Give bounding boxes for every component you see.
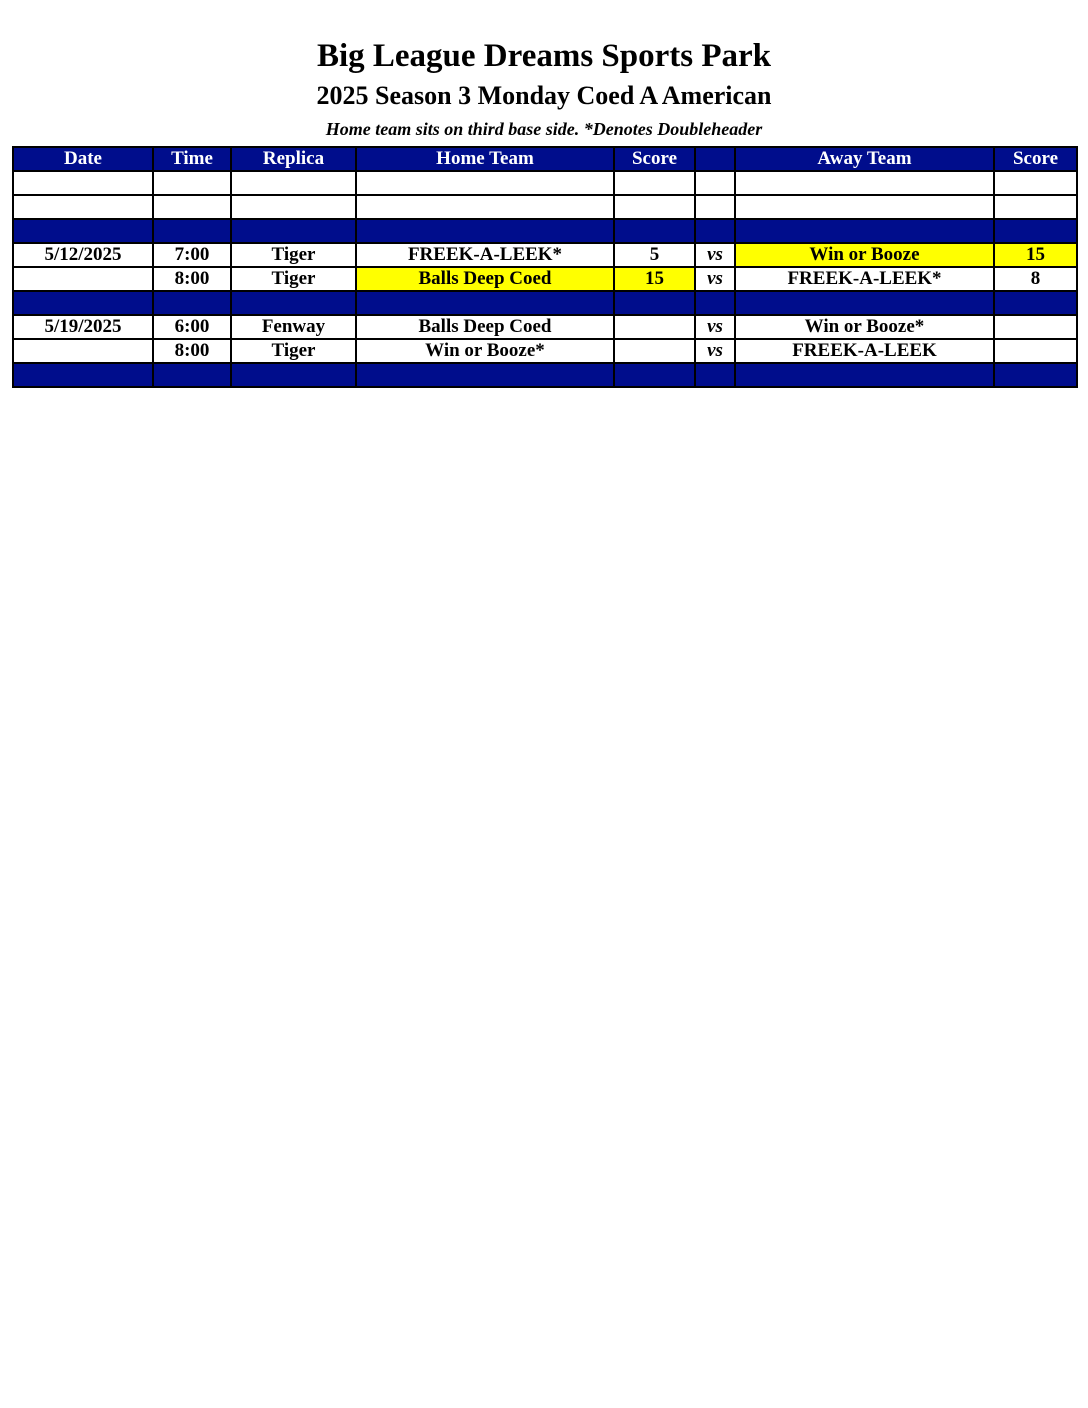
away-team-cell: FREEK-A-LEEK*: [735, 267, 994, 291]
vs-cell: [695, 291, 735, 315]
schedule-body: [13, 171, 1077, 387]
away-score-cell: [994, 171, 1077, 195]
date-cell: [13, 339, 153, 363]
column-header-time: Time: [153, 147, 231, 171]
home-score-cell: [614, 195, 695, 219]
column-header-date: Date: [13, 147, 153, 171]
blank-row: [13, 171, 1077, 195]
home-team-cell: Balls Deep Coed: [356, 315, 614, 339]
home-team-cell: [356, 195, 614, 219]
time-cell: 7:00: [153, 243, 231, 267]
home-team-cell: Win or Booze*: [356, 339, 614, 363]
replica-cell: [231, 195, 356, 219]
vs-cell: [695, 219, 735, 243]
column-header-away-team: Away Team: [735, 147, 994, 171]
separator-row: [13, 219, 1077, 243]
separator-row: [13, 363, 1077, 387]
time-cell: 8:00: [153, 267, 231, 291]
replica-cell: Fenway: [231, 315, 356, 339]
time-cell: [153, 363, 231, 387]
date-cell: [13, 291, 153, 315]
schedule-note: Home team sits on third base side. *Denotes Doubleheader: [325, 119, 763, 139]
replica-cell: Tiger: [231, 267, 356, 291]
vs-cell: vs: [695, 243, 735, 267]
time-cell: [153, 195, 231, 219]
home-team-cell: Balls Deep Coed: [356, 267, 614, 291]
date-cell: [13, 195, 153, 219]
home-score-cell: [614, 219, 695, 243]
table-header-row: [13, 147, 1077, 171]
home-score-cell: 5: [614, 243, 695, 267]
away-team-cell: [735, 171, 994, 195]
away-team-cell: Win or Booze*: [735, 315, 994, 339]
page-subtitle: 2025 Season 3 Monday Coed A American: [316, 81, 772, 110]
date-cell: 5/12/2025: [13, 243, 153, 267]
time-cell: [153, 291, 231, 315]
table-row: [13, 339, 1077, 363]
home-score-cell: 15: [614, 267, 695, 291]
column-header-home-score: Score: [614, 147, 695, 171]
home-team-cell: [356, 291, 614, 315]
page-title: Big League Dreams Sports Park: [316, 38, 772, 74]
away-team-cell: [735, 195, 994, 219]
away-team-cell: FREEK-A-LEEK: [735, 339, 994, 363]
home-team-cell: [356, 363, 614, 387]
table-row: [13, 315, 1077, 339]
table-row: [13, 243, 1077, 267]
vs-cell: [695, 195, 735, 219]
home-team-cell: [356, 219, 614, 243]
vs-cell: [695, 363, 735, 387]
away-score-cell: [994, 291, 1077, 315]
replica-cell: [231, 363, 356, 387]
away-score-cell: 8: [994, 267, 1077, 291]
replica-cell: Tiger: [231, 243, 356, 267]
vs-cell: vs: [695, 339, 735, 363]
vs-cell: vs: [695, 267, 735, 291]
home-team-cell: FREEK-A-LEEK*: [356, 243, 614, 267]
home-score-cell: [614, 363, 695, 387]
date-cell: 5/19/2025: [13, 315, 153, 339]
away-score-cell: 15: [994, 243, 1077, 267]
date-cell: [13, 267, 153, 291]
column-header-replica: Replica: [231, 147, 356, 171]
date-cell: [13, 363, 153, 387]
time-cell: [153, 219, 231, 243]
replica-cell: [231, 219, 356, 243]
home-score-cell: [614, 315, 695, 339]
date-cell: [13, 171, 153, 195]
away-team-cell: [735, 291, 994, 315]
vs-cell: vs: [695, 315, 735, 339]
home-team-cell: [356, 171, 614, 195]
separator-row: [13, 291, 1077, 315]
column-header-vs: [695, 147, 735, 171]
away-team-cell: Win or Booze: [735, 243, 994, 267]
away-score-cell: [994, 315, 1077, 339]
time-cell: 8:00: [153, 339, 231, 363]
column-header-away-score: Score: [994, 147, 1077, 171]
home-score-cell: [614, 171, 695, 195]
schedule-table: [12, 146, 1078, 388]
column-header-home-team: Home Team: [356, 147, 614, 171]
replica-cell: Tiger: [231, 339, 356, 363]
away-team-cell: [735, 363, 994, 387]
away-score-cell: [994, 339, 1077, 363]
home-score-cell: [614, 291, 695, 315]
time-cell: [153, 171, 231, 195]
date-cell: [13, 219, 153, 243]
replica-cell: [231, 291, 356, 315]
home-score-cell: [614, 339, 695, 363]
blank-row: [13, 195, 1077, 219]
time-cell: 6:00: [153, 315, 231, 339]
away-score-cell: [994, 195, 1077, 219]
away-score-cell: [994, 363, 1077, 387]
replica-cell: [231, 171, 356, 195]
vs-cell: [695, 171, 735, 195]
table-row: [13, 267, 1077, 291]
away-score-cell: [994, 219, 1077, 243]
away-team-cell: [735, 219, 994, 243]
